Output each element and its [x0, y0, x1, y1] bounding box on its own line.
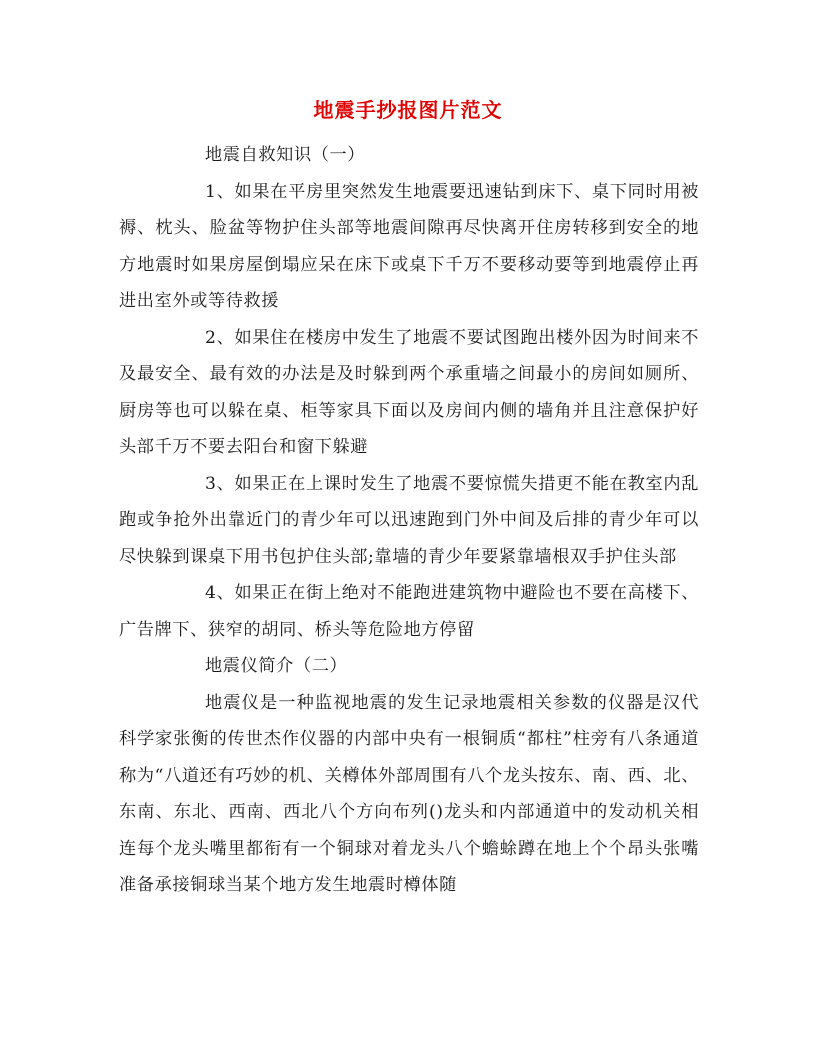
- paragraph-street: 4、如果正在街上绝对不能跑进建筑物中避险也不要在高楼下、广告牌下、狭窄的胡同、桥头等危险地方停留: [119, 583, 699, 640]
- section-heading-self-rescue: 地震自救知识（一）: [205, 145, 366, 165]
- paragraph-classroom: 3、如果正在上课时发生了地震不要惊慌失措更不能在教室内乱跑或争抢外出靠近门的青少年可以迅速跑到门外中间及后排的青少年可以尽快躲到课桌下用书包护住头部;靠墙的青少年要紧靠墙根双手护住头部: [119, 473, 699, 567]
- document-title: 地震手抄报图片范文: [313, 98, 503, 122]
- paragraph-building: 2、如果住在楼房中发生了地震不要试图跑出楼外因为时间来不及最安全、最有效的办法是及时躲到两个承重墙之间最小的房间如厕所、厨房等也可以躲在桌、柜等家具下面以及房间内侧的墙角并且注意保护好头部千万不要去阳台和窗下躲避: [119, 327, 699, 457]
- section-heading-seismograph: 地震仪简介（二）: [205, 656, 348, 676]
- document-body: [119, 137, 699, 904]
- paragraph-seismograph: 地震仪是一种监视地震的发生记录地震相关参数的仪器是汉代科学家张衡的传世杰作仪器的内部中央有一根铜质“都柱”柱旁有八条通道称为“八道还有巧妙的机、关樽体外部周围有八个龙头按东、南、西、北、东南、东北、西南、西北八个方向布列()龙头和内部通道中的发动机关相连每个龙头嘴里都衔有一个铜球对着龙头八个蟾蜍蹲在地上个个昂头张嘴准备承接铜球当某个地方发生地震时樽体随: [119, 692, 699, 895]
- paragraph-bungalow: 1、如果在平房里突然发生地震要迅速钻到床下、桌下同时用被褥、枕头、脸盆等物护住头部等地震间隙再尽快离开住房转移到安全的地方地震时如果房屋倒塌应呆在床下或桌下千万不要移动要等到地震停止再进出室外或等待救援: [119, 181, 699, 311]
